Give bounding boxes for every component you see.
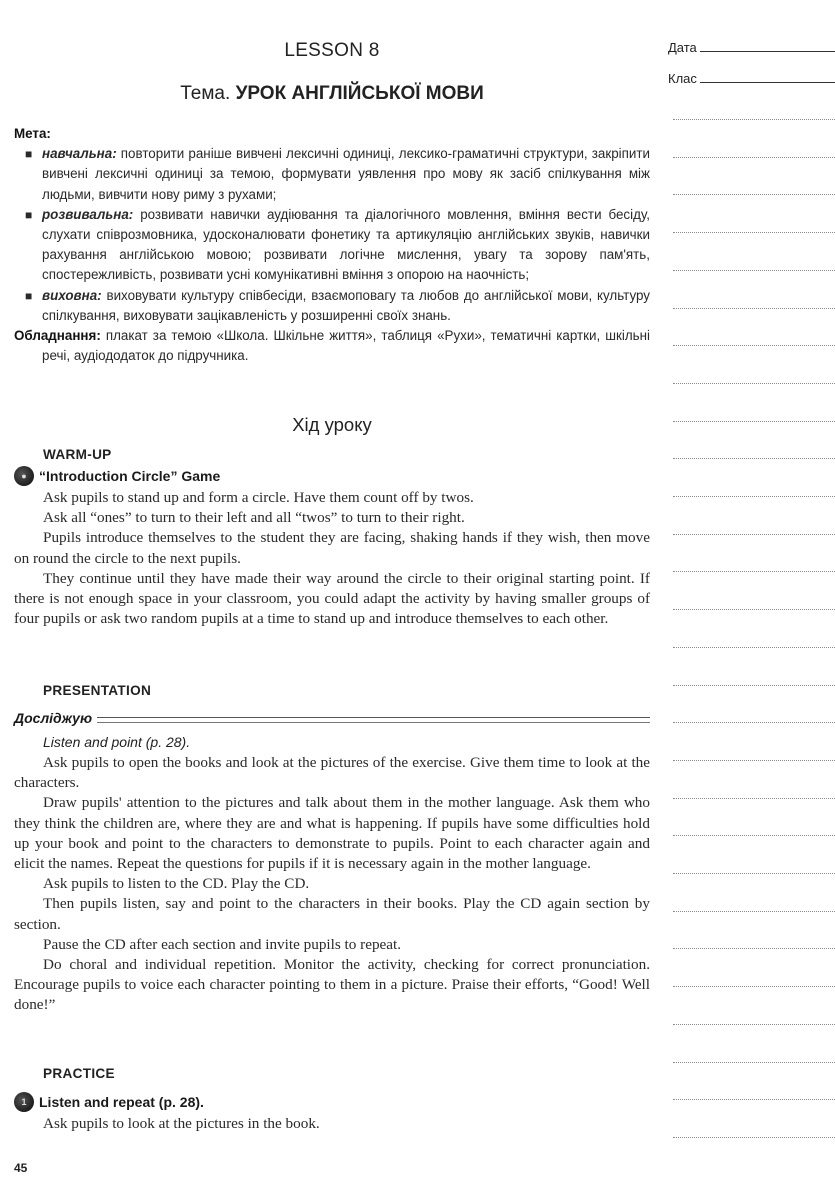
note-line[interactable] (673, 609, 835, 610)
paragraph: Ask pupils to look at the pictures in the book. (43, 1115, 320, 1132)
goal-item-educational (14, 144, 650, 205)
paragraph: Ask pupils to stand up and form a circle. Have them count off by twos. (43, 489, 474, 506)
lesson-topic (14, 83, 650, 105)
note-line[interactable] (673, 722, 835, 723)
note-line[interactable] (673, 760, 835, 761)
paragraph: Draw pupils' attention to the pictures and talk about them in the mother language. Ask them who they think the children are, where they are and what is happening. If pupils have some difficulties hold up your book and point to the characters to demonstrate to pupils. Point to each character again and elicit the names. Repeat the questions for pupils if it is necessary again in the mother language. (14, 794, 650, 873)
presentation-subheading: Listen and point (p. 28). (43, 734, 191, 750)
class-field[interactable] (668, 71, 835, 86)
game-icon: ● (14, 466, 34, 486)
paragraph: Pupils introduce themselves to the student they are facing, shaking hands if they wish, then move on round the circle to the next pupils. (14, 529, 650, 567)
course-title: Хід уроку (292, 414, 372, 435)
note-line[interactable] (673, 1099, 835, 1100)
topic-title: УРОК АНГЛІЙСЬКОЇ МОВИ (235, 83, 484, 104)
goals-label: Мета: (14, 126, 51, 141)
note-line[interactable] (673, 458, 835, 459)
paragraph: Ask pupils to open the books and look at the pictures of the exercise. Give them time to look at the characters. (14, 754, 650, 792)
note-line[interactable] (673, 986, 835, 987)
goal-text: розвивати навички аудіювання та діалогічного мовлення, вміння вести бесіду, слухати співрозмовника, удосконалювати фонетику та артикуляцію англійських звуків, навички рахування англійською мовою; розвивати логічне мислення, увагу та зорову пам'ять, спостережливість, розвивати усні комунікативні вміння з опорою на наочність; (42, 206, 650, 283)
note-line[interactable] (673, 157, 835, 158)
note-line[interactable] (673, 1024, 835, 1025)
note-line[interactable] (673, 119, 835, 120)
warmup-heading: WARM-UP (43, 447, 112, 462)
bullet-icon: ■ (25, 207, 33, 222)
note-line[interactable] (673, 232, 835, 233)
note-line[interactable] (673, 647, 835, 648)
page-number: 45 (14, 1161, 28, 1175)
class-label: Клас (668, 71, 697, 86)
note-line[interactable] (673, 948, 835, 949)
paragraph: They continue until they have made their way around the circle to their original starting point. If there is not enough space in your classroom, you could adapt the activity by having smaller groups of four pupils or ask two random pupils at a time to stand up and introduce themselves to each other. (14, 569, 650, 628)
note-line[interactable] (673, 571, 835, 572)
date-field[interactable] (668, 40, 835, 55)
exercise-number-icon: 1 (14, 1092, 34, 1112)
goal-text: повторити раніше вивчені лексичні одиниці, лексико-граматичні структури, закріпити вивчені лексичні одиниці за темою, формувати уявлення про мову як засіб спілкування між людьми, вивчити нову риму з рухами; (42, 146, 650, 202)
note-line[interactable] (673, 270, 835, 271)
note-line[interactable] (673, 685, 835, 686)
presentation-text (14, 753, 650, 1016)
explore-heading (14, 710, 650, 726)
equipment-text: плакат за темою «Школа. Шкільне життя», таблиця «Рухи», тематичні картки, шкільні речі, аудіододаток до підручника. (42, 328, 650, 364)
goal-name: розвивальна: (42, 206, 134, 222)
note-line[interactable] (673, 835, 835, 836)
date-input-line[interactable] (700, 50, 835, 52)
equipment-label: Обладнання: (14, 328, 101, 344)
practice-task-heading (14, 1092, 204, 1112)
goals-section (14, 124, 650, 366)
warmup-text (14, 488, 650, 629)
notes-column (668, 0, 835, 1200)
note-line[interactable] (673, 1137, 835, 1138)
paragraph: Ask pupils to listen to the CD. Play the CD. (43, 875, 310, 893)
practice-text (14, 1114, 650, 1134)
equipment (14, 326, 650, 366)
topic-prefix: Тема. (180, 83, 231, 104)
warmup-task-title: “Introduction Circle” Game (39, 468, 221, 484)
paragraph: Ask all “ones” to turn to their left and all “twos” to turn to their right. (43, 509, 465, 527)
paragraph: Pause the CD after each section and invite pupils to repeat. (43, 935, 402, 953)
lesson-number: LESSON 8 (284, 40, 380, 61)
goal-text: виховувати культуру співбесіди, взаємоповагу та любов до англійської мови, культуру спілкування, виховувати зацікавленість у розширенні своїх знань. (42, 287, 650, 323)
practice-task-title: Listen and repeat (p. 28). (39, 1094, 204, 1110)
paragraph: Do choral and individual repetition. Monitor the activity, checking for correct pronunciation. Encourage pupils to voice each character pointing to them in a picture. Praise their efforts, “Good! Well done!” (14, 956, 650, 1014)
note-line[interactable] (673, 534, 835, 535)
practice-heading: PRACTICE (43, 1066, 115, 1081)
note-line[interactable] (673, 383, 835, 384)
goal-item-developmental (14, 205, 650, 286)
note-line[interactable] (673, 798, 835, 799)
note-line[interactable] (673, 496, 835, 497)
goal-item-upbringing (14, 286, 650, 326)
note-line[interactable] (673, 194, 835, 195)
note-line[interactable] (673, 911, 835, 912)
bullet-icon: ■ (25, 147, 33, 162)
divider (97, 717, 650, 723)
paragraph: Then pupils listen, say and point to the characters in their books. Play the CD again section by section. (14, 895, 650, 933)
class-input-line[interactable] (700, 81, 835, 83)
warmup-task-heading (14, 466, 220, 486)
goal-name: навчальна: (42, 146, 117, 162)
goal-name: виховна: (42, 287, 102, 303)
explore-label: Досліджую (14, 710, 93, 726)
presentation-heading: PRESENTATION (43, 683, 152, 698)
note-line[interactable] (673, 873, 835, 874)
bullet-icon: ■ (25, 288, 33, 303)
note-line[interactable] (673, 1062, 835, 1063)
note-line[interactable] (673, 308, 835, 309)
date-label: Дата (668, 40, 697, 55)
note-line[interactable] (673, 345, 835, 346)
note-line[interactable] (673, 421, 835, 422)
